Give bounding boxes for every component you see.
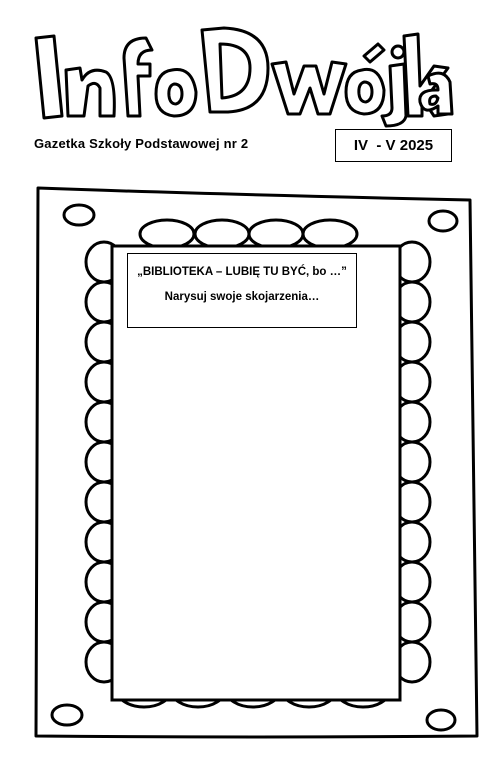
corner-dot-bottom-left [52,705,82,725]
corner-dot-bottom-right [427,710,455,730]
scallop [195,220,249,248]
issue-box [335,129,452,162]
scallop [249,220,303,248]
corner-dot-top-right [429,211,457,231]
scallop [303,220,357,248]
prompt-instruction: Narysuj swoje skojarzenia… [164,291,320,303]
prompt-box [127,253,357,328]
newsletter-subtitle: Gazetka Szkoły Podstawowej nr 2 [34,136,249,151]
newsletter-logo [24,8,454,128]
prompt-title: „BIBLIOTEKA – LUBIĘ TU BYĆ, bo …” [137,266,347,278]
corner-dot-top-left [64,205,94,225]
scallop [140,220,194,248]
issue-label: IV - V 2025 [353,137,434,154]
